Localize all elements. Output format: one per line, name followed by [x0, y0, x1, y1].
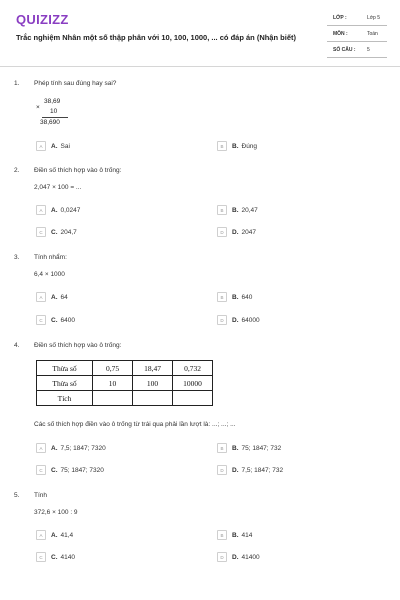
option-d[interactable] — [217, 227, 256, 237]
product: 38,690 — [40, 119, 60, 126]
option-checkbox[interactable]: C — [36, 227, 46, 237]
question-text: Tính nhẩm: — [34, 254, 67, 261]
option-checkbox[interactable]: A — [36, 141, 46, 151]
meta-row-class — [327, 10, 387, 26]
option-checkbox[interactable]: A — [36, 530, 46, 540]
question-number: 5. — [14, 492, 20, 499]
option-a[interactable] — [36, 205, 80, 215]
option-checkbox[interactable]: D — [217, 552, 227, 562]
table-cell: 10 — [93, 376, 133, 391]
meta-value: 5 — [367, 46, 370, 53]
multiplicand: 38,69 — [44, 98, 61, 105]
option-letter: A. — [51, 293, 58, 301]
option-checkbox[interactable]: B — [217, 292, 227, 302]
option-letter: B. — [232, 206, 239, 214]
option-checkbox[interactable]: D — [217, 465, 227, 475]
fill-in-table — [36, 360, 213, 406]
question-subtext: Các số thích hợp điền vào ô trống từ trái qua phải lần lượt là: ...; ...; ... — [34, 421, 236, 428]
option-text: 75; 1847; 7320 — [60, 466, 104, 474]
option-checkbox[interactable]: B — [217, 141, 227, 151]
result-line — [42, 117, 68, 118]
option-checkbox[interactable]: C — [36, 465, 46, 475]
meta-value: Lớp 5 — [367, 14, 381, 21]
meta-row-subject — [327, 26, 387, 42]
option-letter: A. — [51, 444, 58, 452]
table-row — [37, 361, 213, 376]
table-cell: 18,47 — [133, 361, 173, 376]
option-text: 64000 — [241, 316, 260, 324]
option-a[interactable] — [36, 141, 70, 151]
option-text: 75; 1847; 732 — [241, 444, 282, 452]
question-text: Điền số thích hợp vào ô trống: — [34, 342, 122, 349]
blank-cell — [133, 391, 173, 406]
table-cell: 10000 — [173, 376, 213, 391]
times-sign: × — [36, 104, 40, 111]
option-b[interactable] — [217, 292, 252, 302]
meta-value: Toán — [367, 30, 378, 37]
table-cell: 0,75 — [93, 361, 133, 376]
option-text: 4140 — [60, 553, 75, 561]
question-text: Phép tính sau đúng hay sai? — [34, 80, 117, 87]
question-expression: 6,4 × 1000 — [34, 271, 65, 278]
option-d[interactable] — [217, 465, 283, 475]
question-number: 4. — [14, 342, 20, 349]
header-divider — [0, 66, 400, 67]
option-b[interactable] — [217, 141, 257, 151]
option-text: 2047 — [241, 228, 256, 236]
meta-label: MÔN : — [333, 30, 348, 37]
option-letter: B. — [232, 142, 239, 150]
table-cell: Thừa số — [37, 376, 93, 391]
question-text: Điền số thích hợp vào ô trống: — [34, 167, 122, 174]
option-letter: B. — [232, 531, 239, 539]
option-checkbox[interactable]: A — [36, 205, 46, 215]
option-b[interactable] — [217, 530, 252, 540]
option-checkbox[interactable]: B — [217, 530, 227, 540]
question-expression: 2,047 × 100 = ... — [34, 184, 82, 191]
option-d[interactable] — [217, 552, 260, 562]
option-d[interactable] — [217, 315, 260, 325]
option-text: 7,5; 1847; 732 — [241, 466, 284, 474]
option-letter: C. — [51, 228, 58, 236]
option-letter: C. — [51, 466, 58, 474]
option-letter: A. — [51, 142, 58, 150]
option-text: 20,47 — [241, 206, 258, 214]
question-text: Tính — [34, 492, 48, 499]
question-expression: 372,6 × 100 : 9 — [34, 509, 78, 516]
table-cell: 100 — [133, 376, 173, 391]
option-letter: C. — [51, 553, 58, 561]
option-text: Sai — [60, 142, 70, 150]
option-c[interactable] — [36, 227, 77, 237]
question-number: 3. — [14, 254, 20, 261]
table-cell: Thừa số — [37, 361, 93, 376]
meta-label: SỐ CÂU : — [333, 46, 356, 53]
quizizz-logo: QUIZIZZ — [16, 12, 69, 27]
option-text: 640 — [241, 293, 253, 301]
option-checkbox[interactable]: B — [217, 443, 227, 453]
multiplication-layout — [36, 98, 76, 132]
option-letter: D. — [232, 228, 239, 236]
blank-cell — [173, 391, 213, 406]
page-title: Trắc nghiệm Nhân một số thập phân với 10, 100, 1000, ... có đáp án (Nhận biết) — [16, 33, 296, 42]
option-a[interactable] — [36, 443, 106, 453]
option-letter: C. — [51, 316, 58, 324]
option-c[interactable] — [36, 552, 75, 562]
option-letter: B. — [232, 293, 239, 301]
option-c[interactable] — [36, 315, 75, 325]
option-letter: A. — [51, 206, 58, 214]
option-letter: D. — [232, 466, 239, 474]
multiplier: 10 — [50, 108, 58, 115]
table-row — [37, 376, 213, 391]
blank-cell — [93, 391, 133, 406]
meta-label: LỚP : — [333, 14, 347, 21]
option-text: 41400 — [241, 553, 260, 561]
option-b[interactable] — [217, 443, 281, 453]
option-checkbox[interactable]: D — [217, 227, 227, 237]
option-letter: D. — [232, 553, 239, 561]
option-text: 6400 — [60, 316, 75, 324]
option-checkbox[interactable]: C — [36, 552, 46, 562]
option-checkbox[interactable]: D — [217, 315, 227, 325]
option-text: 64 — [60, 293, 68, 301]
option-text: 204,7 — [60, 228, 77, 236]
header — [0, 0, 400, 64]
question-number: 2. — [14, 167, 20, 174]
option-checkbox[interactable]: C — [36, 315, 46, 325]
option-c[interactable] — [36, 465, 104, 475]
option-checkbox[interactable]: B — [217, 205, 227, 215]
option-b[interactable] — [217, 205, 258, 215]
option-checkbox[interactable]: A — [36, 443, 46, 453]
option-a[interactable] — [36, 292, 68, 302]
option-text: 414 — [241, 531, 253, 539]
option-letter: B. — [232, 444, 239, 452]
option-letter: D. — [232, 316, 239, 324]
table-cell: Tích — [37, 391, 93, 406]
question-number: 1. — [14, 80, 20, 87]
option-letter: A. — [51, 531, 58, 539]
meta-row-count — [327, 42, 387, 58]
option-checkbox[interactable]: A — [36, 292, 46, 302]
meta-panel — [327, 10, 387, 58]
option-text: Đúng — [241, 142, 258, 150]
table-cell: 0,732 — [173, 361, 213, 376]
option-a[interactable] — [36, 530, 73, 540]
option-text: 0,0247 — [60, 206, 81, 214]
table-row — [37, 391, 213, 406]
option-text: 41,4 — [60, 531, 74, 539]
option-text: 7,5; 1847; 7320 — [60, 444, 106, 452]
